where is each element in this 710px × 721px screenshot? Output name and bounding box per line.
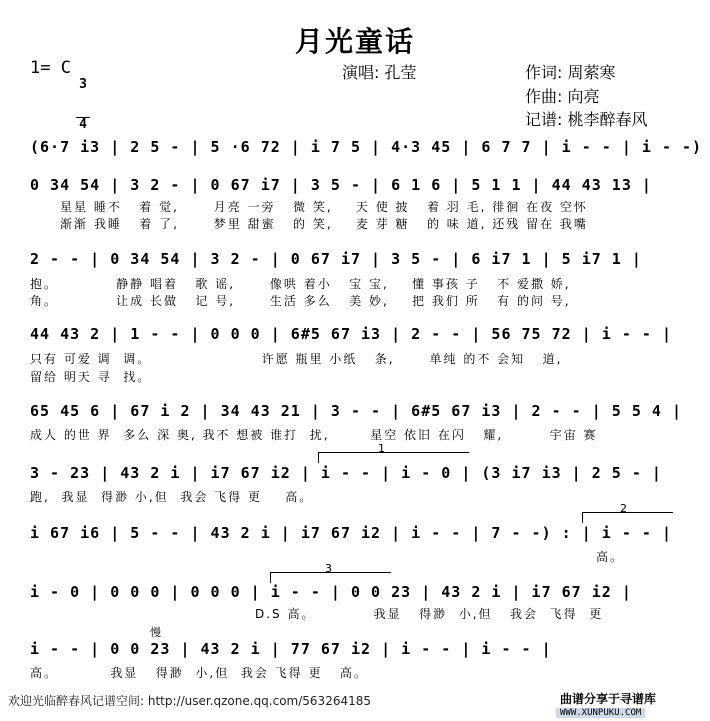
volta-3-label: 3 [325, 562, 332, 575]
lyric-row-1-verse-1: 星星 睡不 着 觉, 月亮 一旁 微 笑, 天 使 披 着 羽 毛, 徘徊 在夜 空怀 [60, 200, 588, 214]
score-row-4: 65 45 6 | 67 i 2 | 34 43 21 | 3 - - | 6#5 67 i3 | 2 - - | 5 5 4 | [30, 402, 682, 420]
lyric-row-2-verse-2: 角。 让成 长做 记 号, 生活 多么 美 妙, 把 我们 所 有 的问 号, [30, 294, 571, 308]
brand-caption: 曲谱分享于寻谱库 [560, 692, 657, 706]
lyric-row-4-verse-1: 成人 的世 界 多么 深 奥, 我不 想被 谁打 扰, 星空 依旧 在闪 耀, 宇宙 赛 [30, 428, 598, 442]
score-row-3: 44 43 2 | 1 - - | 0 0 0 | 6#5 67 i3 | 2 - - | 56 75 72 | i - - | [30, 325, 672, 343]
lyricist-credit: 作词: 周萦寒 [525, 63, 616, 82]
footer-credit: 欢迎光临醉春风记谱空间: http://user.qzone.qq.com/563264185 [8, 694, 372, 708]
tempo-mark-slow: 慢 [150, 626, 161, 639]
volta-bracket-1 [318, 452, 469, 463]
time-signature-bottom: 4 [76, 117, 90, 131]
volta-2-label: 2 [620, 502, 627, 515]
score-row-6: i 67 i6 | 5 - - | 43 2 i | i7 67 i2 | i - - | 7 - -) : | i - - | [30, 524, 672, 542]
score-row-2: 2 - - | 0 34 54 | 3 2 - | 0 67 i7 | 3 5 - | 6 i7 1 | 5 i7 1 | [30, 250, 642, 268]
lyric-row-3-verse-2: 留给 明天 寻 找。 [30, 370, 152, 384]
lyric-row-1-verse-2: 渐渐 我睡 着 了, 梦里 甜蜜 的 笑, 麦 芽 糖 的 味 道, 还残 留在 我嘴 [60, 217, 588, 231]
lyric-row-6-verse-1: 高。 [596, 550, 625, 564]
composer-credit: 作曲: 向亮 [525, 87, 600, 106]
brand-url: WWW.XUNPUKU.COM [556, 708, 645, 718]
score-row-5: 3 - 23 | 43 2 i | i7 67 i2 | i - - | i - 0 | (3 i7 i3 | 2 5 - | [30, 464, 662, 482]
song-title: 月光童话 [294, 25, 415, 58]
lyric-row-5-verse-1: 跑, 我显 得渺 小,但 我会 飞得 更 高。 [30, 490, 314, 504]
transcriber-credit: 记谱: 桃李醉春风 [525, 110, 648, 129]
score-row-8: i - - | 0 0 23 | 43 2 i | 77 67 i2 | i - - | i - - | [30, 640, 552, 658]
volta-bracket-2 [582, 512, 673, 523]
score-row-intro: (6·7 i3 | 2 5 - | 5 ·6 72 | i 7 5 | 4·3 45 | 6 7 7 | i - - | i - -) [30, 138, 703, 156]
key-signature: 1= C [30, 58, 71, 78]
lyric-row-2-verse-1: 抱。 静静 唱着 歌 谣, 像哄 着小 宝 宝, 懂 事孩 子 不 爱撒 娇, [30, 277, 571, 291]
lyric-row-3-verse-1: 只有 可爱 调 调。 许愿 瓶里 小纸 条, 单纯 的不 会知 道, [30, 352, 563, 366]
lyric-row-8-verse-1: 高。 我显 得渺 小,但 我会 飞得 更 高。 [30, 666, 368, 680]
score-row-7: i - 0 | 0 0 0 | 0 0 0 | i - - | 0 0 23 | 43 2 i | i7 67 i2 | [30, 583, 632, 601]
singer-credit: 演唱: 孔莹 [342, 63, 417, 82]
volta-1-label: 1 [378, 442, 385, 455]
lyric-row-7-verse-1: D.S 高。 我显 得渺 小,但 我会 飞得 更 [255, 607, 604, 621]
time-signature-top: 3 [79, 77, 87, 92]
score-row-1: 0 34 54 | 3 2 - | 0 67 i7 | 3 5 - | 6 1 6 | 5 1 1 | 44 43 13 | [30, 176, 652, 194]
